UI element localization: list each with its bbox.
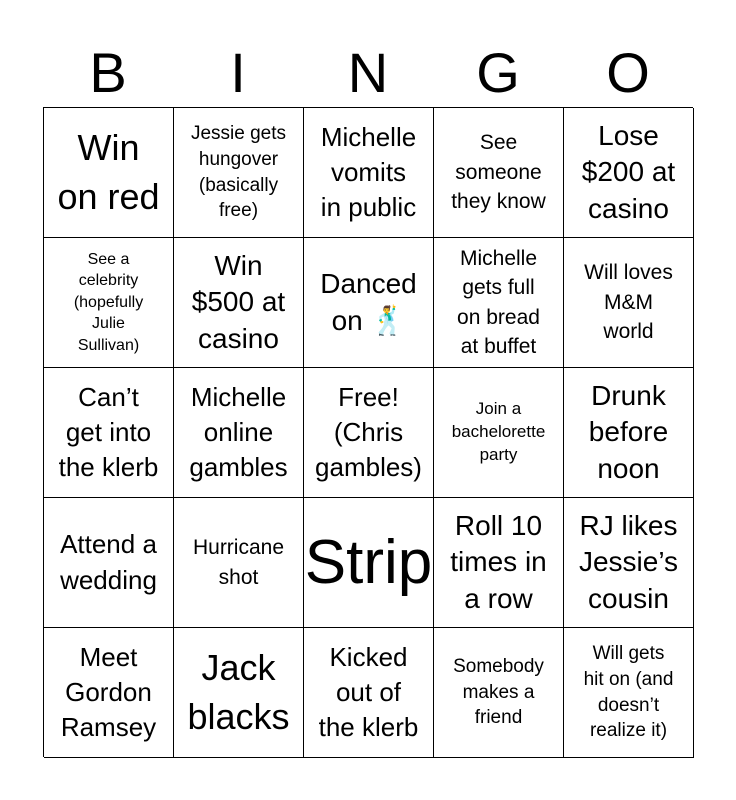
bingo-cell[interactable]: Lose $200 at casino: [564, 108, 694, 238]
bingo-cell[interactable]: Michelle vomits in public: [304, 108, 434, 238]
bingo-cell[interactable]: RJ likes Jessie’s cousin: [564, 498, 694, 628]
bingo-cell[interactable]: Kicked out of the klerb: [304, 628, 434, 758]
bingo-cell[interactable]: See someone they know: [434, 108, 564, 238]
bingo-cell[interactable]: Hurricane shot: [174, 498, 304, 628]
header-letter-i: I: [230, 41, 246, 104]
bingo-cell[interactable]: Win on red: [44, 108, 174, 238]
bingo-cell[interactable]: Attend a wedding: [44, 498, 174, 628]
bingo-cell[interactable]: Join a bachelorette party: [434, 368, 564, 498]
bingo-cell[interactable]: Michelle gets full on bread at buffet: [434, 238, 564, 368]
header-letter-n: N: [347, 41, 389, 104]
bingo-header: [43, 38, 693, 108]
bingo-cell[interactable]: Michelle online gambles: [174, 368, 304, 498]
header-letter-b: B: [89, 41, 127, 104]
header-letter-g: G: [476, 41, 520, 104]
bingo-cell[interactable]: Will loves M&M world: [564, 238, 694, 368]
bingo-cell[interactable]: Danced on 🕺: [304, 238, 434, 368]
bingo-cell[interactable]: Drunk before noon: [564, 368, 694, 498]
bingo-cell[interactable]: See a celebrity (hopefully Julie Sullivan): [44, 238, 174, 368]
bingo-cell[interactable]: Can’t get into the klerb: [44, 368, 174, 498]
bingo-cell[interactable]: Somebody makes a friend: [434, 628, 564, 758]
bingo-cell[interactable]: Will gets hit on (and doesn’t realize it): [564, 628, 694, 758]
bingo-cell[interactable]: Roll 10 times in a row: [434, 498, 564, 628]
bingo-cell[interactable]: Jack blacks: [174, 628, 304, 758]
bingo-cell[interactable]: Meet Gordon Ramsey: [44, 628, 174, 758]
bingo-cell[interactable]: Free! (Chris gambles): [304, 368, 434, 498]
header-letter-o: O: [606, 41, 650, 104]
bingo-cell[interactable]: Win $500 at casino: [174, 238, 304, 368]
bingo-grid: [43, 107, 693, 757]
bingo-cell[interactable]: Jessie gets hungover (basically free): [174, 108, 304, 238]
bingo-cell[interactable]: Strip: [304, 498, 434, 628]
